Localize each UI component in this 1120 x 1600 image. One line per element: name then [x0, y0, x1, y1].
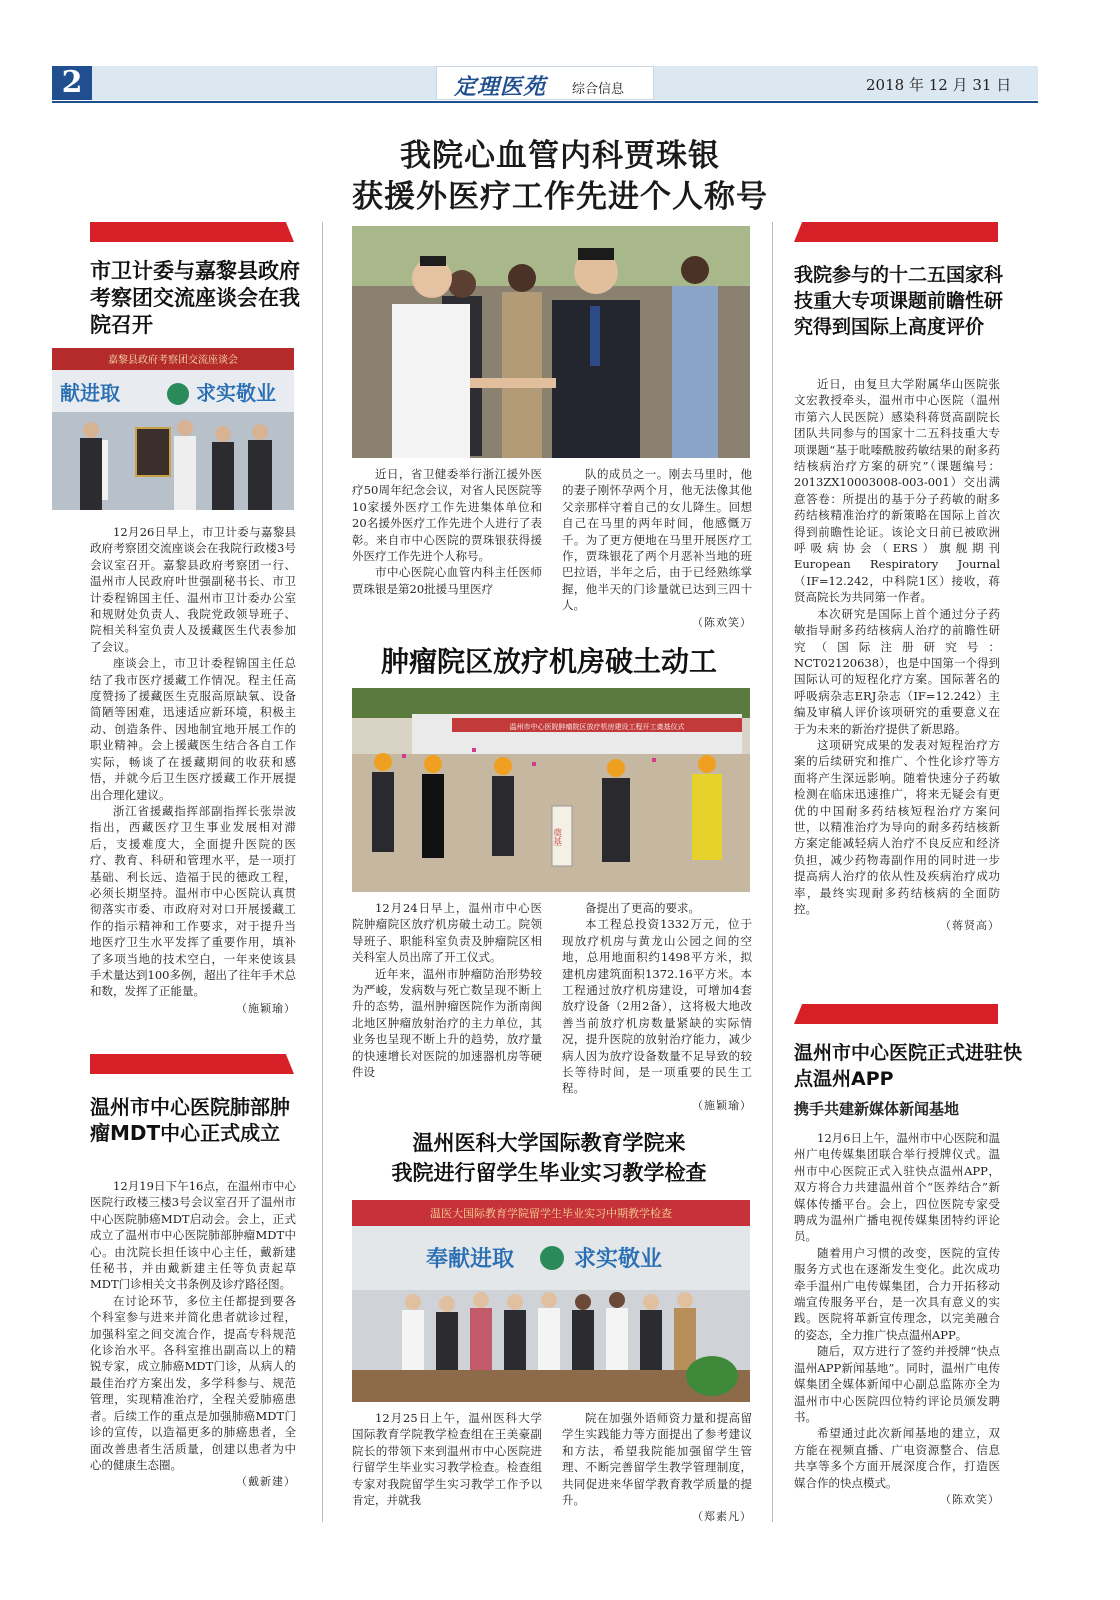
photo-slogan-right: 求实敬业 — [574, 1247, 663, 1272]
article-body-mdt — [90, 1178, 296, 1510]
article-title-line2: 我院进行留学生毕业实习教学检查 — [391, 1161, 707, 1185]
header-rule — [52, 101, 1038, 103]
photo-slogan-right: 求实敬业 — [196, 381, 276, 405]
article-body-text: 院在加强外语师资力量和提高留学生实践能力等方面提出了参考建议和方法，希望我院能加强留学生管理、不断完善留学生教学管理制度，共同促进来华留学教育教学质量的提升。 — [562, 1411, 752, 1508]
photo-slogan-left: 献进取 — [60, 381, 120, 405]
article-title-research: 我院参与的十二五国家科技重大专项课题前瞻性研究得到国际上高度评价 — [794, 264, 1004, 338]
article-title-radiotherapy: 肿瘤院区放疗机房破土动工 — [380, 645, 717, 678]
red-tab-left-1 — [90, 222, 294, 242]
author-byline: （施颖瑜） — [236, 1001, 296, 1015]
article-body-text: 12月25日上午，温州医科大学国际教育学院教学检查组在王美豪副院长的带领下来到温州市中心医院进行留学生毕业实习教学检查。检查组专家对我院留学生实习教学工作予以肯定，并就我 — [352, 1411, 542, 1508]
article-title-mdt: 温州市中心医院肺部肿瘤MDT中心正式成立 — [90, 1095, 290, 1145]
inspection-body-col2 — [562, 1410, 752, 1524]
page-number: 2 — [52, 66, 92, 100]
author-byline: （郑素凡） — [692, 1510, 752, 1524]
photo-group-inspection — [352, 1200, 750, 1402]
photo-banner-text: 嘉黎县政府考察团交流座谈会 — [108, 355, 238, 366]
article-body-app — [794, 1130, 1000, 1510]
inspection-body-col1 — [352, 1410, 542, 1508]
article-body-research — [794, 376, 1000, 948]
lead-headline — [250, 136, 870, 218]
lead-headline-line1: 我院心血管内科贾珠银 — [400, 138, 720, 174]
article-body-text: 队的成员之一。刚去马里时，他的妻子刚怀孕两个月，他无法像其他父亲那样守着自己的女儿降生。回想自己在马里的两年时间，他感慨万千。为了更方便地在马里开展医疗工作，贾珠银花了两个月恶补当地的班巴拉语，半年之后，由于已经熟练掌握，他半天的门诊量就已达到三四十人。 — [562, 467, 752, 613]
article-body-text: 近日，省卫健委举行浙江援外医疗50周年纪念会议，对省人民医院等10家援外医疗工作先进集体单位和20名援外医疗工作先进个人进行了表彰。来自市中心医院的贾珠银获得援外医疗工作先进个人称号。 市中心医院心血管内科主任医师贾珠银是第20批援马里医疗 — [352, 467, 542, 596]
lead-body-col2 — [562, 466, 752, 629]
photo-handshake — [352, 226, 750, 458]
photo-groundbreaking — [352, 688, 750, 892]
author-byline: （施颖瑜） — [692, 1098, 752, 1112]
article-body-text: 12月6日上午，温州市中心医院和温州广电传媒集团联合举行授牌仪式。温州市中心医院正式入驻快点温州APP，双方将合力共建温州首个“医养结合”新媒体传播平台。会上，四位医院专家受聘成为温州广播电视传媒集团特约评论员。 随着用户习惯的改变，医院的宣传服务方式也在逐渐发生变化。此次成功牵手温州广电传媒集团，合力开拓移动端宣传服务平台，是一次具有意义的实践。医院将革新宣传理念，以完美融合的姿态，全力推广快点温州APP。 随后，双方进行了签约并授牌“快点温州APP新闻基地”。同时，温州广电传媒集团全媒体新闻中心副总监陈亦全为温州市中心医院四位特约评论员颁发聘书。 希望通过此次新闻基地的建立，双方能在视频直播、广电资源整合、信息共享等多个方面开展深度合作，打造医媒合作的快点模式。 — [794, 1131, 1000, 1490]
column-rule-right — [772, 222, 773, 1522]
photo-sign-text: 奠基 — [551, 828, 561, 846]
photo-slogan-left: 奉献进取 — [426, 1247, 515, 1272]
article-body-text: 备提出了更高的要求。 本工程总投资1332万元，位于现放疗机房与黄龙山公园之间的空地，总用地面积约1498平方米，拟建机房建筑面积1372.16平方米。本工程通过放疗机房建设，可增加4套放疗设备（2用2备），这将极大地改善当前放疗机房数量紧缺的实际情况，提升医院的放射治疗能力，减少病人因为放疗设备数量不足导致的较长等待时间，是一项重要的民生工程。 — [562, 901, 752, 1096]
article-body-text: 12月26日早上，市卫计委与嘉黎县政府考察团交流座谈会在我院行政楼3号会议室召开。嘉黎县政府考察团一行、温州市人民政府叶世强副秘书长、市卫计委程锦国主任、温州市卫计委办公室和规财处负责人、我院党政领导班子、院相关科室负责人及援藏医生代表参加了会议。 座谈会上，市卫计委程锦国主任总结了我市医疗援藏工作情况。程主任高度赞扬了援藏医生克服高原缺氧、设备简陋等困难，迅速适应新环境，积极主动、创造条件、因地制宜地开展工作的职业精神。会上援藏医生结合各自工作实际，畅谈了在援藏期间的收获和感悟，并就今后卫生医疗援藏工作开展提出合理化建议。 浙江省援藏指挥部副指挥长张崇波指出，西藏医疗卫生事业发展相对滞后，支援难度大，全面提升医院的医疗、教育、科研和管理水平，是一项打基础、利长远、造福于民的德政工程，必须长期坚持。温州市中心医院认真贯彻落实市委、市政府对对口开展援藏工作的指示精神和工作要求，对于提升当地医疗卫生水平发挥了重要作用，填补了多项当地的技术空白，一年来使该县手术量达到100多例，超出了往年手术总和数，发挥了正能量。 — [90, 525, 296, 999]
article-body-text: 12月19日下午16点，在温州市中心医院行政楼三楼3号会议室召开了温州市中心医院肺癌MDT启动会。会上，正式成立了温州市中心医院肺部肿瘤MDT中心。由沈院长担任该中心主任，戴新建任秘书，并由戴新建主任等负责起草MDT门诊相关文书条例及诊疗路径图。 在讨论环节，多位主任都提到要各个科室参与进来并简化患者就诊过程，加强科室之间交流合作，提高专科规范化诊治水平。各科室推出副高以上的精锐专家，成立肺癌MDT门诊，从病人的最佳治疗方案出发，多学科参与、规范管理，实现精准治疗，全程关爱肺癌患者。后续工作的重点是加强肺癌MDT门诊的宣传，以造福更多的肺癌患者，全面改善患者生活质量，创建以患者为中心的健康生态圈。 — [90, 1179, 296, 1472]
red-tab-left-2 — [90, 1054, 294, 1074]
article-subtitle-app: 携手共建新媒体新闻基地 — [794, 1100, 960, 1118]
radiotherapy-body-col2 — [562, 900, 752, 1112]
red-tab-right-1 — [794, 222, 998, 242]
section-name: 综合信息 — [572, 82, 625, 97]
article-title-line1: 温州医科大学国际教育学院来 — [412, 1131, 686, 1155]
photo-banner-text: 温州市中心医院肿瘤院区放疗机房建设工程开工奠基仪式 — [509, 723, 685, 731]
article-title-inspection — [334, 1128, 764, 1188]
article-title-delegation: 市卫计委与嘉黎县政府考察团交流座谈会在我院召开 — [90, 259, 300, 337]
author-byline: （陈欢笑） — [940, 1492, 1000, 1506]
article-body-delegation — [90, 524, 296, 1014]
author-byline: （蒋贤高） — [940, 919, 1000, 933]
red-tab-right-2 — [794, 1004, 998, 1024]
lead-body-col1 — [352, 466, 542, 616]
radiotherapy-body-col1 — [352, 900, 542, 1096]
photo-banner-text: 温医大国际教育学院留学生毕业实习中期教学检查 — [430, 1207, 672, 1220]
paper-logo: 定理医苑 — [454, 74, 547, 100]
author-byline: （戴新建） — [236, 1475, 296, 1489]
photo-delegation-meeting — [52, 348, 294, 510]
issue-date: 2018 年 12 月 31 日 — [866, 76, 1012, 94]
column-rule-left — [322, 222, 323, 1522]
author-byline: （陈欢笑） — [692, 615, 752, 629]
article-body-text: 近日，由复旦大学附属华山医院张文宏教授牵头，温州市中心医院（温州市第六人民医院）感染科蒋贤高副院长团队共同参与的国家十二五科技重大专项课题“基于吡嗪酰胺药敏结果的耐多药结核病治疗方案的研究”（课题编号：2013ZX10003008-003-001）交出满意答卷：所提出的基于分子药敏的耐多药结核精准治疗的新策略在国际上首次得到前瞻性论证。该论文日前已被欧洲呼吸病协会（ERS）旗舰期刊European Respiratory Journal（IF=12.242，中科院1区）接收，蒋贤高院长为共同第一作者。 本次研究是国际上首个通过分子药敏指导耐多药结核病人治疗的前瞻性研究（国际注册研究号：NCT02120638），也是中国第一个得到国际认可的短程化疗方案。国际著名的呼吸病杂志ERJ杂志（IF=12.242）主编及审稿人评价该项研究的重要意义在于为未来的新治疗提供了新思路。 这项研究成果的发表对短程治疗方案的后续研究和推广、个性化诊疗等方面将产生深远影响。随着快速分子药敏检测在临床迅速推广，将来无疑会有更优的中国耐多药结核短程治疗方案问世，以精准治疗为导向的耐多药结核新方案定能减轻病人治疗不良反应和经济负担，减少药物毒副作用的同时进一步提高病人治疗的依从性及疾病治疗成功率，最终实现耐多药结核病的全面防控。 — [794, 377, 1000, 916]
article-body-text: 12月24日早上，温州市中心医院肿瘤院区放疗机房破土动工。院领导班子、职能科室负责及肿瘤院区相关科室人员出席了开工仪式。 近年来，温州市肿瘤防治形势较为严峻，发病数与死亡数呈现不断上升的态势，温州肿瘤医院作为浙南闽北地区肿瘤放射治疗的主力单位，其业务也呈现不断上升的趋势，放疗量的快速增长对医院的加速器机房等硬件设 — [352, 901, 542, 1080]
lead-headline-line2: 获援外医疗工作先进个人称号 — [352, 179, 768, 215]
article-title-app: 温州市中心医院正式进驻快点温州APP — [794, 1042, 1023, 1090]
